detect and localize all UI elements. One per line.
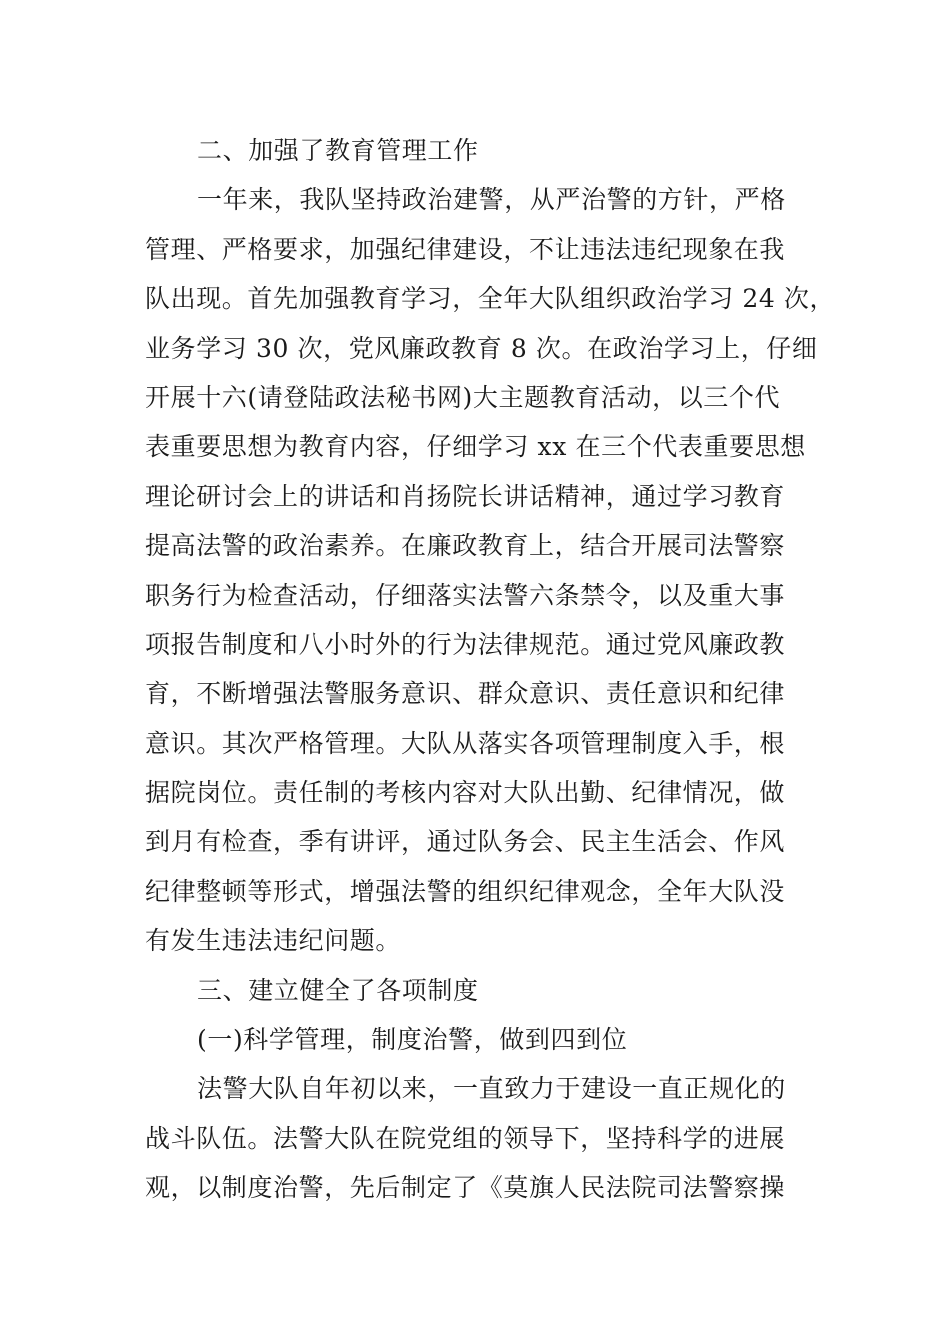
paragraph-line: 法警大队自年初以来，一直致力于建设一直正规化的: [197, 1074, 786, 1104]
paragraph-line: 到月有检查，季有讲评，通过队务会、民主生活会、作风: [145, 827, 786, 857]
paragraph-line: 有发生违法违纪问题。: [145, 926, 402, 956]
paragraph-line: 职务行为检查活动，仔细落实法警六条禁令，以及重大事: [145, 580, 786, 610]
paragraph-line: 战斗队伍。法警大队在院党组的领导下，坚持科学的进展: [145, 1123, 786, 1153]
paragraph-line: 开展十六(请登陆政法秘书网)大主题教育活动，以三个代: [145, 382, 781, 412]
section-heading-2: 二、加强了教育管理工作: [197, 136, 479, 165]
paragraph-line: 业务学习 30 次，党风廉政教育 8 次。在政治学习上，仔细: [145, 333, 818, 363]
paragraph-line: 理论研讨会上的讲话和肖扬院长讲话精神，通过学习教育: [145, 481, 786, 511]
paragraph-system-building: [145, 1064, 810, 1212]
paragraph-line: 表重要思想为教育内容，仔细学习 xx 在三个代表重要思想: [145, 432, 806, 462]
subsection-heading-1: (一)科学管理，制度治警，做到四到位: [197, 1025, 628, 1055]
paragraph-line: 观，以制度治警，先后制定了《莫旗人民法院司法警察操: [145, 1173, 786, 1203]
document-body: [145, 126, 836, 1213]
paragraph-line: 项报告制度和八小时外的行为法律规范。通过党风廉政教: [145, 629, 786, 659]
paragraph-line: 育，不断增强法警服务意识、群众意识、责任意识和纪律: [145, 679, 786, 709]
paragraph-line: 一年来，我队坚持政治建警，从严治警的方针，严格: [197, 185, 786, 215]
paragraph-line: 纪律整顿等形式，增强法警的组织纪律观念，全年大队没: [145, 876, 786, 906]
paragraph-line: 意识。其次严格管理。大队从落实各项管理制度入手，根: [145, 728, 786, 758]
paragraph-education-management: [145, 175, 836, 965]
paragraph-line: 管理、严格要求，加强纪律建设，不让违法违纪现象在我: [145, 234, 786, 264]
paragraph-line: 提高法警的政治素养。在廉政教育上，结合开展司法警察: [145, 531, 786, 561]
paragraph-line: 队出现。首先加强教育学习，全年大队组织政治学习 24 次，: [145, 284, 836, 314]
section-heading-3: 三、建立健全了各项制度: [197, 975, 479, 1005]
paragraph-line: 据院岗位。责任制的考核内容对大队出勤、纪律情况，做: [145, 778, 786, 808]
